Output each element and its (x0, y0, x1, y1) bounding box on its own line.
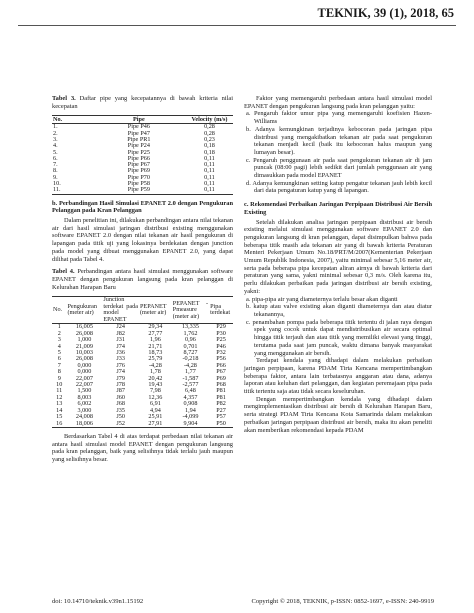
doi: doi: 10.14710/teknik.v39n1.15192 (52, 598, 144, 605)
table4-cell: 16 (52, 421, 66, 428)
table4-cell: 25,91 (148, 413, 163, 421)
table4-cell: 8,727 (183, 349, 198, 357)
table4-cell: P81 (216, 393, 226, 401)
factors-intro: Faktor yang memengaruhi perbedaan antara hasil simulasi model EPANET dengan pengukuran langsung pada kran pelanggan yaitu: (244, 95, 432, 110)
table4-cell: -4,28 (184, 361, 197, 369)
factors-list (244, 110, 432, 195)
table3-cell: 0,11 (204, 173, 215, 181)
table4-cell: 12,36 (148, 393, 163, 401)
header-rule (18, 25, 456, 26)
table4-cell: 2 (57, 329, 61, 337)
table3-cell: 7. (53, 161, 58, 169)
table4-cell: -2,577 (182, 381, 199, 389)
table4-cell: J31 (116, 336, 125, 344)
table4-cell: P25 (216, 336, 226, 344)
section-c-title: c. Rekomendasi Perbaikan Jaringan Perpipaan Distribusi Air Bersih Existing (244, 201, 432, 216)
table3-cell: 4. (53, 142, 58, 150)
table3-cell: 0,11 (186, 187, 233, 194)
table4-cell: P56 (216, 355, 226, 363)
table3-cell: 5. (53, 148, 58, 156)
table4-cell: 16,005 (75, 323, 93, 331)
table3-cell: 10. (53, 180, 61, 188)
table3-cell: 0,28 (204, 123, 215, 131)
table4-cell: J36 (116, 349, 125, 357)
table3-cell: Pipe P47 (127, 129, 150, 137)
table3-cell: Pipe P59 (92, 187, 186, 194)
section-b-title: b. Perbandingan Hasil Simulasi EPANET 2.0 dengan Pengukuran Pelanggan pada Kran Pelanggan (52, 199, 233, 215)
table4-cell: P32 (216, 349, 226, 357)
table4-cell: 15 (56, 413, 63, 421)
table3-cell: 0,18 (204, 148, 215, 156)
table4-cell: 0,701 (183, 342, 198, 350)
table3-header: Pipe (92, 116, 186, 124)
left-column (52, 95, 233, 464)
table3-cell: 0,28 (204, 129, 215, 137)
journal-header: TEKNIK, 39 (1), 2018, 65 (317, 6, 454, 20)
table4-cell: 21,71 (148, 342, 163, 350)
table4-cell: J50 (116, 413, 125, 421)
table4-cell: P67 (216, 368, 226, 376)
table4-cell: J60 (116, 393, 125, 401)
table4-cell: 19,43 (148, 381, 163, 389)
table3-cell: 0,18 (204, 142, 215, 150)
fix-item: a. pipa-pipa air yang diameternya terlalu besar akan diganti (246, 295, 398, 303)
table4-cell: 20,42 (148, 374, 163, 382)
table3-cell: 8. (53, 167, 58, 175)
table4-cell: P30 (216, 329, 226, 337)
table4-cell: J74 (116, 368, 125, 376)
table4-cell: 6,48 (185, 387, 196, 395)
table3-cell: Pipe P46 (127, 123, 150, 131)
table4-cell: 1,000 (77, 336, 92, 344)
table3-cell: 11. (52, 187, 92, 194)
table4-header: No. (52, 297, 66, 324)
section-c-paragraph-2: Terdapat kendala yang dihadapi dalam melakukan perbaikan jaringan perpipaan, karena PDAM Tirta Kencana mempertimbangkan beberapa faktor, antara lain terbatasnya anggaran atau dana, adanya laporan atau keluhan dari pelanggan, dan kegiatan peremajaan pipa pada titik tertentu saja atau tidak secara keseluruhan. (244, 357, 432, 396)
table4-cell: 14 (56, 406, 63, 414)
table4-cell: 11 (56, 387, 63, 395)
table4-header: PEPANET (meter air) (139, 297, 172, 324)
table4-cell: 22,007 (75, 374, 93, 382)
table4-header: Pengukuran (meter air) (66, 297, 102, 324)
table4-cell: P69 (216, 374, 226, 382)
table4-cell: J79 (116, 374, 125, 382)
table4-cell: P66 (216, 361, 226, 369)
table4-cell: -0,218 (182, 355, 199, 363)
table4-header: PEPANET - Pmeasure (meter air) (172, 297, 209, 324)
table3-cell: 0,23 (204, 136, 215, 143)
table4-cell: P29 (216, 323, 226, 331)
table4-cell: 1,77 (185, 368, 196, 376)
fix-item: b. katup atau valve existing akan diganti diameternya dan atau diatur tekanannya, (246, 303, 432, 318)
table4-cell: 26,008 (75, 355, 93, 363)
table4-discussion: Berdasarkan Tabel 4 di atas terdapat perbedaan nilai tekanan air antara hasil simulasi model EPANET dengan pengukuran langsung pada kran pelanggan, baik yang selisihnya tidak terlalu jauh maupun yang selisihnya besar. (52, 432, 233, 464)
copyright: Copyright © 2018, TEKNIK, p-ISSN: 0852-1697, e-ISSN: 240-9919 (251, 598, 434, 605)
table4-cell: 18,73 (148, 349, 163, 357)
table4-cell: J82 (116, 329, 125, 337)
table3-cell: Pipe P66 (127, 154, 150, 162)
table3-cell: Pipe P70 (127, 173, 150, 181)
table4-cell: P46 (216, 342, 226, 350)
table4-cell: 3 (57, 336, 61, 344)
table4-cell: 27,91 (139, 421, 172, 428)
table4-cell: 1,500 (77, 387, 92, 395)
table4-cell: 5 (57, 349, 61, 357)
table4-cell: J76 (116, 361, 125, 369)
table4-cell: 12 (56, 393, 63, 401)
table4-cell: 6 (57, 355, 61, 363)
table3-cell: 9. (53, 173, 58, 181)
table4-cell: -4,28 (148, 361, 162, 369)
table4-cell: -4,099 (182, 413, 199, 421)
table4-cell: 6,91 (149, 400, 161, 408)
fix-item: c. penambahan pompa pada beberapa titik tertentu di jalan raya dengan spek yang cocok untuk dapat mendistribusikan air secara optimal hingga titik terjauh dan atau titik yang memiliki elevasi yang tinggi, terutama pada saat jam puncak, waktu dimana banyak masyarakat yang menggunakan air bersih. (246, 318, 432, 357)
table4-cell: 10,003 (75, 349, 93, 357)
fixes-list (244, 296, 432, 358)
table3-cell: Pipe P67 (127, 161, 150, 169)
table4-cell: P82 (216, 400, 226, 408)
table3-cell: 0,11 (204, 161, 215, 169)
right-column (244, 95, 432, 434)
table4-cell: 0,96 (185, 336, 196, 344)
section-b-paragraph: Dalam penelitian ini, dilakukan perbandingan antara nilai tekanan air dari hasil simulasi jaringan distribusi existing menggunakan software EPANET 2.0 dengan nilai tekanan air hasil pengukuran di lapangan pada titik uji yang lokasinya berdekatan dengan junction pada model yang dibuat menggunakan EPANET 2.0, yang dapat dilihat pada Tabel 4. (52, 217, 233, 263)
table3-cell: 2. (53, 129, 58, 137)
table3-header: Velocity (m/s) (186, 116, 233, 124)
table4-cell: J35 (116, 406, 125, 414)
section-c-paragraph-1: Setelah dilakukan analisa jaringan perpipaan distribusi air bersih existing melalui simulasi menggunakan software EPANET 2.0 dan pengukuran langsung di kran pelanggan, dapat disimpulkan bahwa pada beberapa titik masih ada tekanan air yang di bawah kriteria Peraturan Menteri Pekerjaan Umum No.18/PRT/M/2007(Kementerian Pekerjaan Umum Republik Indonesia, 2007), yaitu minimal sebesar 5,16 meter air, serta pada beberapa pipa kecepatan aliran airnya di bawah kriteria dari peraturan yang sama, yakni minimal sebesar 0,3 m/s. Oleh karena itu, perlu dilakukan perbaikan pada jaringan distribusi air bersih existing, yakni: (244, 218, 432, 295)
table4-cell: J87 (116, 387, 125, 395)
table4-cell: 0,000 (77, 368, 92, 376)
factor-item: a. Pengaruh faktor umur pipa yang memengaruhi koefisien Hazen-Williams (246, 110, 432, 126)
table4-cell: 10 (56, 381, 63, 389)
table4-cell: 1,94 (185, 406, 196, 414)
table4-cell: 4,94 (149, 406, 161, 414)
table3-cell: Pipe PR1 (127, 136, 151, 143)
table4-cell: 13 (56, 400, 63, 408)
table3-cell: 0,11 (204, 154, 215, 162)
table3-cell: 6. (53, 154, 58, 162)
table4-cell: 1,762 (183, 329, 198, 337)
table4-cell: 1 (57, 323, 61, 331)
table4-cell: 25,79 (148, 355, 163, 363)
table4-cell: 0,000 (77, 361, 92, 369)
table4-cell: P81 (216, 387, 226, 395)
table4-cell: 18,006 (66, 421, 102, 428)
table4-cell: 0,908 (183, 400, 198, 408)
table4-cell: 26,008 (75, 329, 93, 337)
table4-cell: 13,335 (181, 323, 199, 331)
table4-header: Pipa terdekat (209, 297, 233, 324)
table4-header: Junction terdekat pada model EPANET (103, 296, 138, 323)
table4-caption: Tabel 4. Perbandingan antara hasil simulasi menggunakan software EPANET dengan pengukuran langsung pada kran pelanggan di Kelurahan Harapan Baru (52, 268, 233, 291)
table3-cell: Pipe P58 (127, 180, 150, 188)
table4-cell: 27,77 (148, 329, 163, 337)
table4-cell: P27 (216, 406, 226, 414)
table4-cell: J68 (116, 400, 125, 408)
table3-caption: Tabel 3. Daftar pipe yang kecepatannya di bawah kriteria nilai kecepatan (52, 95, 233, 110)
table3-cell: 1. (53, 123, 58, 131)
table3 (52, 115, 233, 194)
table3-row (52, 187, 233, 194)
table4-cell: 8 (57, 368, 61, 376)
table4-cell: P50 (209, 421, 233, 428)
table4-cell: 9 (57, 374, 61, 382)
table4-cell: -1,587 (182, 374, 199, 382)
table4-cell: 29,34 (148, 323, 163, 331)
table3-cell: Pipe P25 (127, 148, 150, 156)
table4-cell: J24 (116, 323, 125, 331)
table4-cell: 1,78 (149, 368, 161, 376)
table3-cell: 3. (53, 136, 58, 143)
table4-cell: 4,357 (183, 393, 198, 401)
table4-cell: 22,007 (75, 381, 93, 389)
factor-item: c. Pengaruh penggunaan air pada saat pengukuran tekanan air di jam puncak (08:00 pagi) lebih sedikit dari jumlah penggunaan air yang dimasukkan pada model EPANET (246, 156, 432, 180)
factor-item: b. Adanya kemungkinan terjadinya kebocoran pada jaringan pipa distribusi yang mengakibatkan tekanan air pada saat pengukuran tekanan menjadi kecil (baik itu kebocoran halus maupun yang lumayan besar). (246, 125, 432, 156)
table4-cell: J52 (102, 421, 139, 428)
table4-row (52, 421, 233, 428)
table4-cell: 3,000 (77, 406, 92, 414)
section-c-paragraph-3: Dengan mempertimbangkan kendala yang dihadapi dalam mengimplementasikan distribusi air bersih di Kelurahan Harapan Baru, serta strategi PDAM Tirta Kencana Kota Samarinda dalam melakukan perbaikan jaringan perpipaan distribusi air bersih, maka itu akan peneliti akan memberikan rekomendasi kepada PDAM (244, 395, 432, 434)
table4-cell: J74 (116, 342, 125, 350)
factor-item: d. Adanya kemungkinan setting katup pengatur tekanan jauh lebih kecil dari data pengaturan katup yang di lapangan. (246, 179, 432, 195)
table4-cell: 21,009 (75, 342, 93, 350)
table4-cell: 7,98 (149, 387, 161, 395)
table4-cell: 7 (57, 361, 61, 369)
table4-cell: 4 (57, 342, 61, 350)
table4-cell: J78 (116, 381, 125, 389)
table4-cell: P57 (216, 413, 226, 421)
table4-cell: 24,008 (75, 413, 93, 421)
table4-cell: 6,002 (77, 400, 92, 408)
table3-cell: Pipe P24 (127, 142, 150, 150)
table3-header: No. (52, 116, 92, 124)
table3-cell: 0,11 (204, 180, 215, 188)
table4 (52, 296, 233, 428)
table4-cell: P68 (216, 381, 226, 389)
table3-cell: Pipe P69 (127, 167, 150, 175)
table3-cell: 0,11 (204, 167, 215, 175)
table4-cell: 1,96 (149, 336, 161, 344)
table4-cell: 8,003 (77, 393, 92, 401)
table4-cell: J33 (116, 355, 125, 363)
table4-cell: 9,904 (172, 421, 209, 428)
